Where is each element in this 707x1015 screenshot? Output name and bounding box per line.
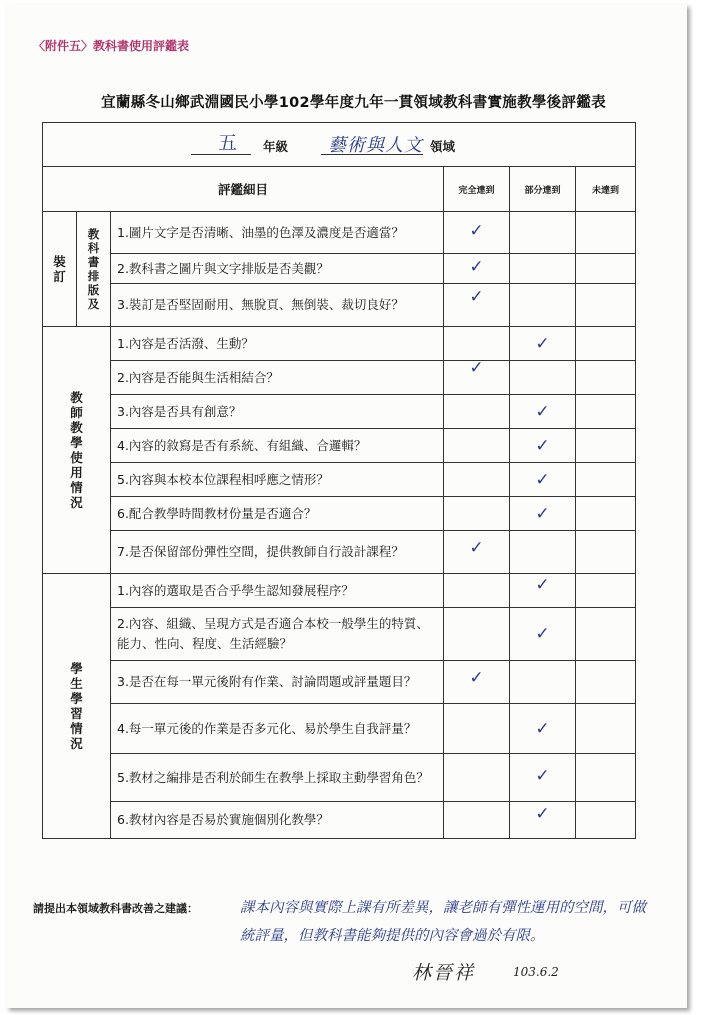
partial-mark-cell bbox=[510, 361, 576, 395]
none-mark-cell bbox=[576, 661, 636, 704]
checkmark-icon: ✓ bbox=[535, 574, 550, 595]
table-row bbox=[43, 704, 636, 754]
partial-column-header: 部分達到 bbox=[510, 167, 576, 212]
grade-value: 五 bbox=[218, 132, 238, 154]
suggestion-label: 請提出本領域教科書改善之建議： bbox=[33, 902, 198, 915]
partial-mark-cell bbox=[510, 395, 576, 429]
full-mark-cell bbox=[444, 531, 510, 574]
none-mark-cell bbox=[576, 254, 636, 284]
table-row bbox=[43, 497, 636, 531]
none-mark-cell bbox=[576, 361, 636, 395]
partial-mark-cell bbox=[510, 608, 576, 661]
table-row bbox=[43, 608, 636, 661]
none-mark-cell bbox=[576, 574, 636, 608]
checkmark-icon: ✓ bbox=[535, 469, 550, 490]
table-row bbox=[43, 212, 636, 254]
table-row bbox=[43, 327, 636, 361]
none-mark-cell bbox=[576, 284, 636, 327]
full-mark-cell bbox=[444, 357, 510, 395]
full-mark-cell bbox=[444, 661, 510, 704]
none-mark-cell bbox=[576, 327, 636, 361]
partial-mark-cell bbox=[510, 284, 576, 327]
table-row bbox=[43, 395, 636, 429]
section-category: 教 師 教 學 使 用 情 況 bbox=[43, 327, 111, 574]
partial-mark-cell bbox=[510, 212, 576, 254]
signature-date: 103.6.2 bbox=[513, 965, 559, 979]
none-mark-cell bbox=[576, 802, 636, 839]
full-mark-cell bbox=[444, 497, 510, 531]
table-row bbox=[43, 754, 636, 802]
domain-value: 藝術與人文 bbox=[328, 135, 423, 156]
none-column-header: 未達到 bbox=[576, 167, 636, 212]
full-mark-cell bbox=[444, 254, 510, 284]
evaluation-item: 7.是否保留部份彈性空間，提供教師自行設計課程？ bbox=[111, 531, 444, 574]
none-mark-cell bbox=[576, 754, 636, 802]
domain-underline bbox=[321, 154, 423, 155]
full-mark-cell bbox=[444, 608, 510, 661]
grade-domain-row bbox=[43, 123, 636, 167]
checkmark-icon: ✓ bbox=[535, 401, 550, 422]
evaluation-item: 5.內容與本校本位課程相呼應之情形？ bbox=[111, 463, 444, 497]
evaluation-item: 1.內容是否活潑、生動？ bbox=[111, 327, 444, 361]
items-column-header: 評鑑細目 bbox=[43, 167, 444, 212]
none-mark-cell bbox=[576, 429, 636, 463]
section-category: 學 生 學 習 情 況 bbox=[43, 574, 111, 839]
domain-label: 領域 bbox=[430, 139, 456, 154]
checkmark-icon: ✓ bbox=[535, 804, 550, 824]
full-mark-cell bbox=[444, 212, 510, 254]
partial-mark-cell bbox=[510, 574, 576, 608]
checkmark-icon: ✓ bbox=[469, 538, 484, 558]
table-row bbox=[43, 284, 636, 327]
table-row bbox=[43, 463, 636, 497]
checkmark-icon: ✓ bbox=[535, 624, 550, 644]
suggestion-handwriting: 課本內容與實際上課有所差異，讓老師有彈性運用的空間，可做統評量，但教科書能夠提供的內容會過於有限。 bbox=[240, 900, 646, 944]
grade-underline bbox=[191, 154, 251, 155]
partial-mark-cell bbox=[510, 254, 576, 284]
full-mark-cell bbox=[444, 704, 510, 754]
table-row bbox=[43, 531, 636, 574]
none-mark-cell bbox=[576, 212, 636, 254]
checkmark-icon: ✓ bbox=[469, 668, 484, 688]
full-mark-cell bbox=[444, 802, 510, 839]
full-mark-cell bbox=[444, 463, 510, 497]
none-mark-cell bbox=[576, 704, 636, 754]
section-category: 裝 訂 bbox=[43, 212, 77, 327]
evaluation-item: 2.內容、組織、呈現方式是否適合本校一般學生的特質、能力、性向、程度、生活經驗？ bbox=[111, 608, 444, 661]
evaluation-item: 5.教材之編排是否利於師生在教學上採取主動學習角色？ bbox=[111, 754, 444, 802]
evaluation-item: 3.是否在每一單元後附有作業、討論問題或評量題目？ bbox=[111, 661, 444, 704]
evaluation-item: 6.教材內容是否易於實施個別化教學？ bbox=[111, 802, 444, 839]
partial-mark-cell bbox=[510, 429, 576, 463]
none-mark-cell bbox=[576, 497, 636, 531]
checkmark-icon: ✓ bbox=[469, 357, 484, 378]
evaluation-item: 2.內容是否能與生活相結合？ bbox=[111, 361, 444, 395]
evaluation-item: 2.教科書之圖片與文字排版是否美觀？ bbox=[111, 254, 444, 284]
checkmark-icon: ✓ bbox=[535, 333, 550, 354]
full-mark-cell bbox=[444, 327, 510, 361]
none-mark-cell bbox=[576, 395, 636, 429]
evaluation-item: 3.內容是否具有創意？ bbox=[111, 395, 444, 429]
full-column-header: 完全達到 bbox=[444, 167, 510, 212]
full-mark-cell bbox=[444, 574, 510, 608]
none-mark-cell bbox=[576, 608, 636, 661]
evaluation-item: 1.內容的選取是否合乎學生認知發展程序？ bbox=[111, 574, 444, 608]
full-mark-cell bbox=[444, 395, 510, 429]
table-row bbox=[43, 661, 636, 704]
checkmark-icon: ✓ bbox=[535, 718, 550, 739]
partial-mark-cell bbox=[510, 463, 576, 497]
table-row bbox=[43, 361, 636, 395]
checkmark-icon: ✓ bbox=[535, 503, 550, 524]
full-mark-cell bbox=[444, 284, 510, 327]
evaluation-item: 3.裝訂是否堅固耐用、無脫頁、無倒裝、裁切良好？ bbox=[111, 284, 444, 327]
partial-mark-cell bbox=[510, 531, 576, 574]
checkmark-icon: ✓ bbox=[469, 287, 484, 307]
table-row bbox=[43, 254, 636, 284]
partial-mark-cell bbox=[510, 704, 576, 754]
none-mark-cell bbox=[576, 463, 636, 497]
full-mark-cell bbox=[444, 429, 510, 463]
evaluation-item: 1.圖片文字是否清晰、油墨的色澤及濃度是否適當？ bbox=[111, 212, 444, 254]
none-mark-cell bbox=[576, 531, 636, 574]
signature: 林晉祥 bbox=[412, 962, 476, 984]
table-row bbox=[43, 802, 636, 839]
evaluation-item: 4.每一單元後的作業是否多元化、易於學生自我評量？ bbox=[111, 704, 444, 754]
partial-mark-cell bbox=[510, 754, 576, 802]
table-row bbox=[43, 429, 636, 463]
grade-label: 年級 bbox=[263, 139, 289, 154]
section-subcategory: 教 科 書 排 版 及 bbox=[77, 212, 111, 327]
table-row bbox=[43, 574, 636, 608]
evaluation-item: 6.配合教學時間教材份量是否適合？ bbox=[111, 497, 444, 531]
evaluation-table bbox=[42, 122, 636, 839]
evaluation-item: 4.內容的敘寫是否有系統、有組織、合邏輯？ bbox=[111, 429, 444, 463]
partial-mark-cell bbox=[510, 802, 576, 839]
checkmark-icon: ✓ bbox=[535, 435, 550, 456]
partial-mark-cell bbox=[510, 327, 576, 361]
checkmark-icon: ✓ bbox=[469, 256, 484, 277]
partial-mark-cell bbox=[510, 661, 576, 704]
checkmark-icon: ✓ bbox=[469, 220, 484, 241]
full-mark-cell bbox=[444, 754, 510, 802]
checkmark-icon: ✓ bbox=[535, 765, 550, 786]
document-title: 宜蘭縣冬山鄉武淵國民小學102學年度九年一貫領域教科書實施教學後評鑑表 bbox=[101, 95, 606, 111]
partial-mark-cell bbox=[510, 497, 576, 531]
attachment-label: 〈附件五〉教科書使用評鑑表 bbox=[33, 39, 190, 53]
